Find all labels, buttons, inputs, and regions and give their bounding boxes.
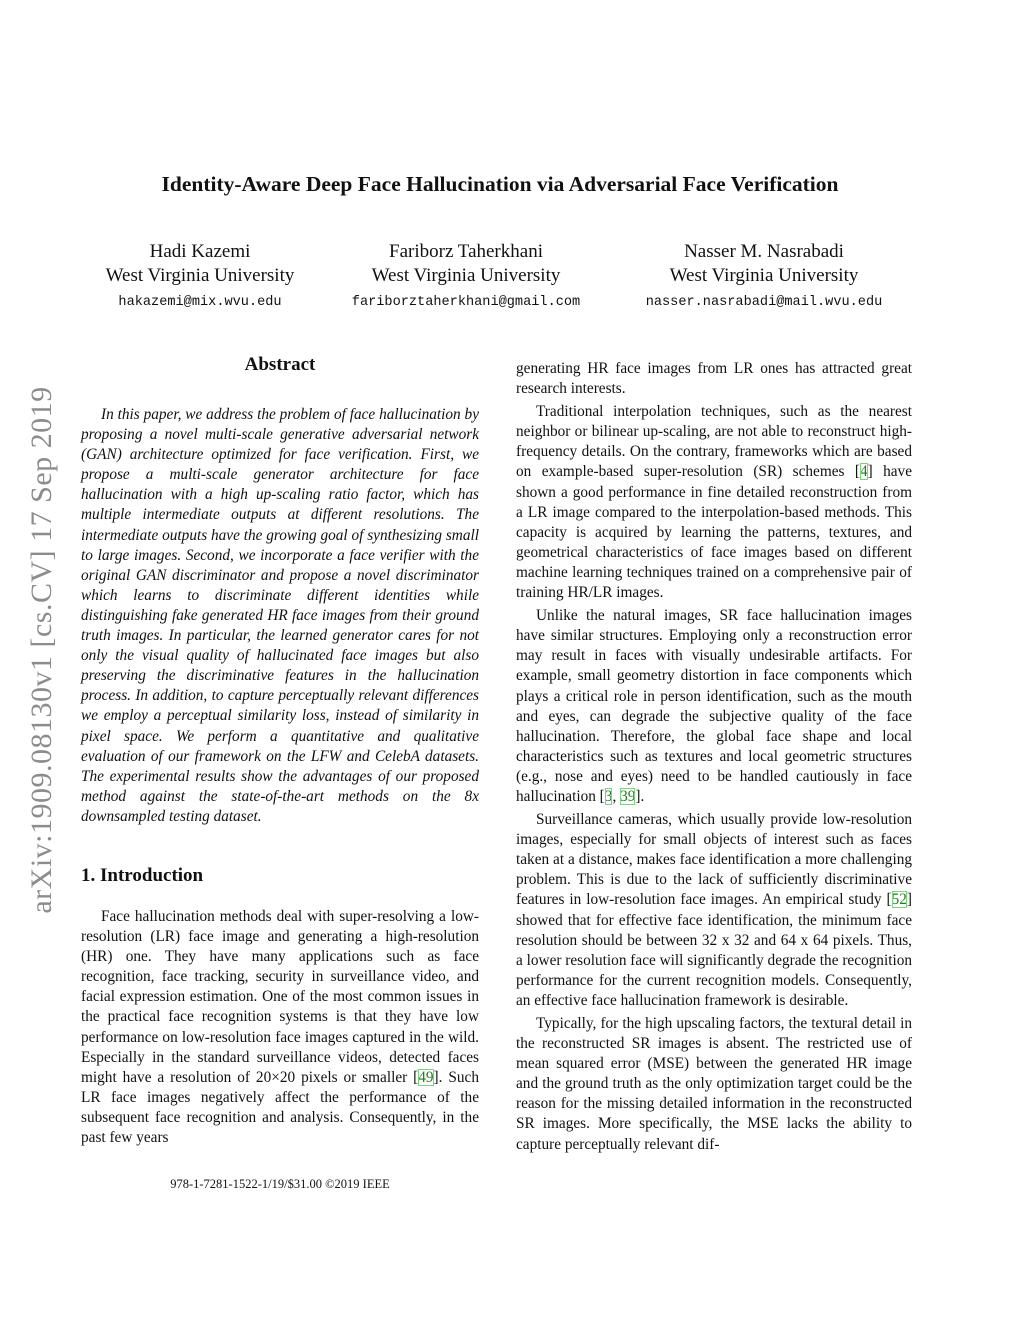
left-column (81, 354, 479, 1148)
paragraph (81, 907, 479, 1148)
author-affiliation: West Virginia University (371, 265, 561, 286)
author-email: hakazemi@mix.wvu.edu (118, 295, 282, 310)
text-run: Traditional interpolation techniques, such as the nearest neighbor or bilinear up-scaling, are not able to reconstruct high-frequency details. On the contrary, frameworks which are based on example-based super-resolution (SR) schemes [ (516, 403, 912, 481)
paragraph: generating HR face images from LR ones has attracted great research interests. (516, 360, 912, 398)
abstract-text: In this paper, we address the problem of face hallucination by proposing a novel multi-scale generative adversarial network (GAN) architecture optimized for face verification. First, we propose a multi-scale generator architecture for face hallucination with a high up-scaling ratio factor, which has multiple intermediate outputs at different resolutions. The intermediate outputs have the growing goal of synthesizing small to large images. Second, we incorporate a face verifier with the original GAN discriminator and propose a novel discriminator which learns to discriminate different identities while distinguishing fake generated HR face images from their ground truth images. In particular, the learned generator cares for not only the visual quality of hallucinated face images but also preserving the discriminative features in the hallucination process. In addition, to capture perceptually relevant differences we employ a perceptual similarity loss, instead of similarity in pixel space. We perform a quantitative and qualitative evaluation of our framework on the LFW and CelebA datasets. The experimental results show the advantages of our proposed method against the state-of-the-art methods on the 8x downsampled testing dataset. (81, 406, 479, 825)
paragraph (516, 606, 912, 807)
text-run: Surveillance cameras, which usually provide low-resolution images, especially for small objects of interest such as faces taken at a distance, makes face identification a more challenging problem. This is due to the lack of sufficiently discriminative features in low-resolution face images. An empirical study [ (516, 811, 912, 909)
section-heading: 1. Introduction (81, 864, 204, 886)
paper-title: Identity-Aware Deep Face Hallucination via Adversarial Face Verification (161, 172, 839, 196)
text-run: , (612, 787, 621, 805)
copyright-footer: 978-1-7281-1522-1/19/$31.00 ©2019 IEEE (170, 1177, 390, 1191)
paragraph (516, 402, 912, 603)
author-email: fariborztaherkhani@gmail.com (351, 295, 581, 310)
text-run: ]. Such LR face images negatively affect the performance of the subsequent face recognition and analysis. Consequently, in the past few years (81, 1068, 479, 1146)
paragraph (516, 810, 912, 1011)
text-run: Unlike the natural images, SR face hallucination images have similar structures. Employing only a reconstruction error may result in faces with visually undesirable artifacts. For example, small geometry distortion in face components which plays a critical role in person identification, such as the mouth and eyes, can degrade the subjective quality of the face hallucination. Therefore, the global face shape and local characteristics such as textures and local geometric structures (e.g., nose and eyes) need to be handled cautiously in face hallucination [ (516, 607, 912, 805)
author-name: Fariborz Taherkhani (389, 241, 543, 262)
right-column (516, 359, 912, 1158)
text-run: ] showed that for effective face identification, the minimum face resolution should be between 32 x 32 and 64 x 64 pixels. Thus, a lower resolution face will significantly degrade the recognition performance for the current recognition models. Consequently, an effective face hallucination framework is desirable. (516, 891, 912, 1009)
text-run: ]. (635, 787, 645, 805)
citation-link[interactable]: 4 (859, 463, 868, 481)
author-affiliation: West Virginia University (669, 265, 859, 286)
citation-link[interactable]: 39 (620, 787, 636, 805)
author-email: nasser.nasrabadi@mail.wvu.edu (645, 295, 883, 310)
arxiv-id: arXiv:1909.08130v1 [cs.CV] 17 Sep 2019 (25, 386, 58, 914)
paragraph: Typically, for the high upscaling factors, the textural detail in the reconstructed SR images is absent. The restricted use of mean squared error (MSE) between the generated HR image and the ground truth as the only optimization target could be the reason for the missing detailed information in the reconstructed SR images. More specifically, the MSE lacks the ability to capture perceptually relevant dif- (516, 1015, 912, 1153)
author-block (316, 240, 616, 310)
author-affiliation: West Virginia University (105, 265, 295, 286)
citation-link[interactable]: 49 (418, 1068, 434, 1086)
text-run: Face hallucination methods deal with super-resolving a low-resolution (LR) face image and generating a high-resolution (HR) one. They have many applications such as face recognition, face tracking, security in surveillance video, and facial expression estimation. One of the most common issues in the practical face recognition systems is that they have low performance on low-resolution face images captured in the wild. Especially in the standard surveillance videos, detected faces might have a resolution of 20×20 pixels or smaller [ (81, 907, 479, 1086)
abstract-heading: Abstract (244, 354, 316, 375)
text-run: ] have shown a good performance in fine detailed reconstruction from a LR image compared to the interpolation-based methods. This capacity is acquired by learning the patterns, textures, and geometrical characteristics of face images based on different machine learning techniques trained on a comprehensive pair of training HR/LR images. (516, 463, 912, 602)
author-block (50, 240, 350, 310)
author-name: Nasser M. Nasrabadi (684, 241, 844, 262)
citation-link[interactable]: 52 (891, 891, 907, 909)
citation-link[interactable]: 3 (604, 787, 613, 805)
author-block (614, 240, 914, 310)
author-name: Hadi Kazemi (149, 241, 251, 262)
